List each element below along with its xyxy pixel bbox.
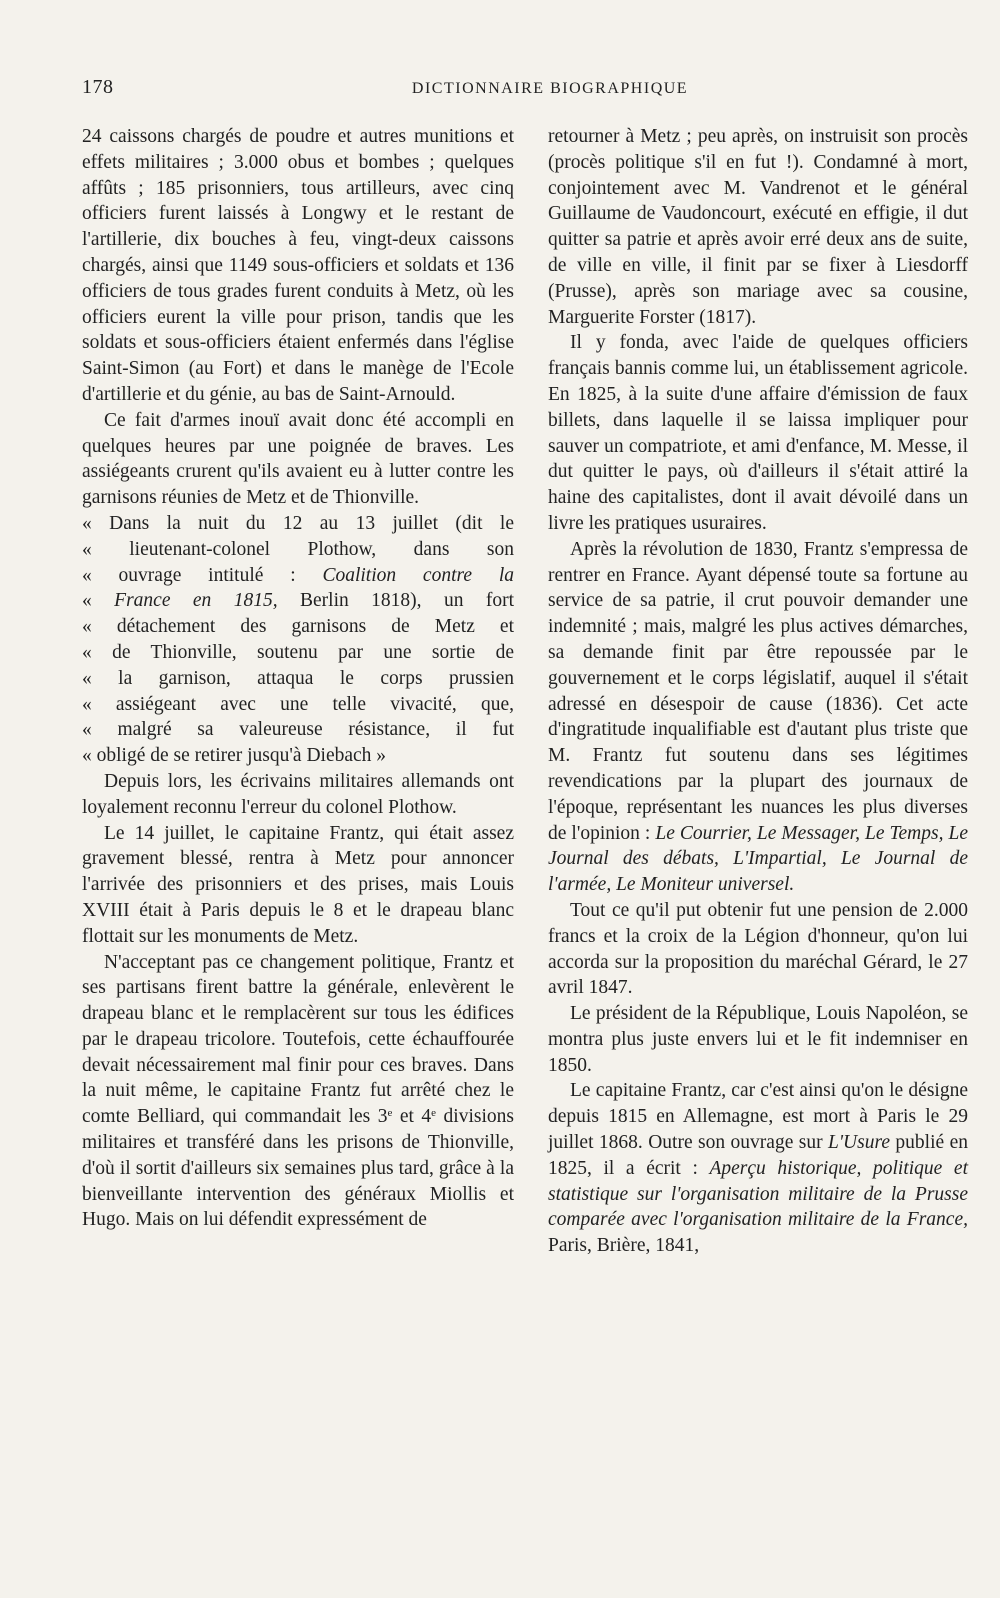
quote-line: « de Thionville, soutenu par une sortie de: [82, 641, 514, 663]
paragraph-text: Le capitaine Frantz, car c'est ainsi qu'on le désigne depuis 1815 en Allemagne, est mort à Paris le 29 juillet 1868. Outre son ouvrage sur: [548, 1080, 968, 1154]
paragraph: 24 caissons chargés de poudre et autres munitions et effets militaires ; 3.000 obus et bombes ; quelques affûts ; 185 prisonniers, tous artilleurs, avec cinq officiers furent laissés à Longwy et le restant de l'artillerie, dix bouches à feu, vingt-deux caissons chargés, ainsi que 1149 sous-officiers et soldats et 136 officiers de tous grades furent conduits à Metz, où les officiers eurent la ville pour prison, tandis que les soldats et sous-officiers étaient enfermés dans l'église Saint-Simon (au Fort) et dans le manège de l'Ecole d'artillerie et du génie, au bas de Saint-Arnould.: [82, 126, 514, 405]
quote-line: [82, 588, 514, 614]
paragraph: [548, 1078, 968, 1259]
paragraph-text: divisions militaires et transféré dans les prisons de Thionville, d'où il sortit d'ailleurs six semaines plus tard, grâce à la bienveillante intervention des généraux Miollis et Hugo. Mais on lui défendit expressément de: [82, 1106, 514, 1231]
right-column: [548, 124, 968, 1259]
paragraph: [548, 537, 968, 898]
paragraph-text: N'acceptant pas ce changement politique, Frantz et ses partisans firent battre la générale, enlevèrent le drapeau blanc et le remplacèrent sur tous les édifices par le drapeau tricolore. Toutefois, cette échauffourée devait nécessairement mal finir pour ces braves. Dans la nuit même, le capitaine Frantz fut arrêté chez le comte Belliard, qui commandait les 3: [82, 951, 514, 1128]
page-header: [0, 76, 1000, 104]
left-column: [82, 124, 514, 1233]
book-title: France en 1815,: [114, 590, 278, 612]
quote-line: [82, 563, 514, 589]
paragraph: Il y fonda, avec l'aide de quelques officiers français bannis comme lui, un établissement agricole. En 1825, à la suite d'une affaire d'émission de faux billets, dans laquelle il se laissa impliquer pour sauver un compatriote, et ami d'enfance, M. Messe, il dut quitter le pays, où d'ailleurs il s'était attiré la haine des capitalistes, dont il avait dévoilé dans un livre les pratiques usuraires.: [548, 332, 968, 534]
superscript: e: [387, 1107, 393, 1120]
quote-line: « lieutenant-colonel Plothow, dans son: [82, 538, 514, 560]
paragraph-text: Après la révolution de 1830, Frantz s'empressa de rentrer en France. Ayant dépensé toute sa fortune au service de sa patrie, il crut pouvoir demander une indemnité ; mais, malgré les plus actives démarches, sa demande finit par être repoussée par le gouvernement et le corps législatif, auquel il s'était adressé en désespoir de cause (1836). Cet acte d'ingratitude inqualifiable est d'autant plus triste que M. Frantz fut soutenu dans ses légitimes revendications par la plupart des journaux de l'époque, représentant les nuances les plus diverses de l'opinion :: [548, 538, 968, 844]
newspaper-list: Le Courrier, Le Messager, Le Temps, Le Journal des débats, L'Impartial, Le Journal de l'armée, Le Moniteur universel.: [548, 822, 968, 896]
paragraph-text: et 4: [392, 1106, 432, 1128]
page-number: 178: [82, 76, 114, 98]
quote-mark: «: [82, 590, 115, 612]
superscript: e: [431, 1107, 437, 1120]
paragraph: Ce fait d'armes inouï avait donc été accompli en quelques heures par une poignée de braves. Les assiégeants crurent qu'ils avaient eu à lutter contre les garnisons réunies de Metz et de Thionville.: [82, 409, 514, 509]
book-title: L'Usure: [828, 1132, 890, 1154]
quote-line: « la garnison, attaqua le corps prussien: [82, 667, 514, 689]
paragraph-text: Paris, Brière, 1841,: [548, 1235, 700, 1257]
running-title: DICTIONNAIRE BIOGRAPHIQUE: [411, 80, 689, 97]
paragraph: Le président de la République, Louis Napoléon, se montra plus juste envers lui et le fit indemniser en 1850.: [548, 1003, 968, 1076]
paragraph: Tout ce qu'il put obtenir fut une pension de 2.000 francs et la croix de la Légion d'honneur, qu'on lui accorda sur la proposition du maréchal Gérard, le 27 avril 1847.: [548, 899, 968, 999]
book-title: Coalition contre la: [322, 564, 514, 586]
quote-text: Berlin 1818), un fort: [277, 590, 515, 612]
paragraph: Depuis lors, les écrivains militaires allemands ont loyalement reconnu l'erreur du colonel Plothow.: [82, 770, 514, 818]
paragraph: [82, 950, 514, 1234]
paragraph: retourner à Metz ; peu après, on instruisit son procès (procès politique s'il en fut !). Condamné à mort, conjointement avec M. Vandrenot et le général Guillaume de Vaudoncourt, exécuté en effigie, il dut quitter sa patrie et après avoir erré deux ans de suite, de ville en ville, il finit par se fixer à Liesdorff (Prusse), après son mariage avec sa cousine, Marguerite Forster (1817).: [548, 126, 968, 328]
quote-line: « Dans la nuit du 12 au 13 juillet (dit le: [82, 512, 514, 534]
quote-line: « malgré sa valeureuse résistance, il fut: [82, 719, 514, 741]
quote-line: « détachement des garnisons de Metz et: [82, 616, 514, 638]
quote-line: « obligé de se retirer jusqu'à Diebach »: [82, 745, 387, 767]
quote-line: « assiégeant avec une telle vivacité, que,: [82, 693, 514, 715]
quotation: [82, 511, 514, 769]
paragraph-text: publié en 1825, il a écrit :: [548, 1132, 968, 1179]
paragraph: Le 14 juillet, le capitaine Frantz, qui était assez gravement blessé, rentra à Metz pour annoncer l'arrivée des prisonniers et des prises, mais Louis XVIII était à Paris depuis le 8 et le drapeau blanc flottait sur les monuments de Metz.: [82, 822, 514, 947]
book-title: Aperçu historique, politique et statistique sur l'organisation militaire de la Prusse comparée avec l'organisation militaire de la France,: [548, 1157, 968, 1231]
quote-text: « ouvrage intitulé :: [82, 564, 323, 586]
